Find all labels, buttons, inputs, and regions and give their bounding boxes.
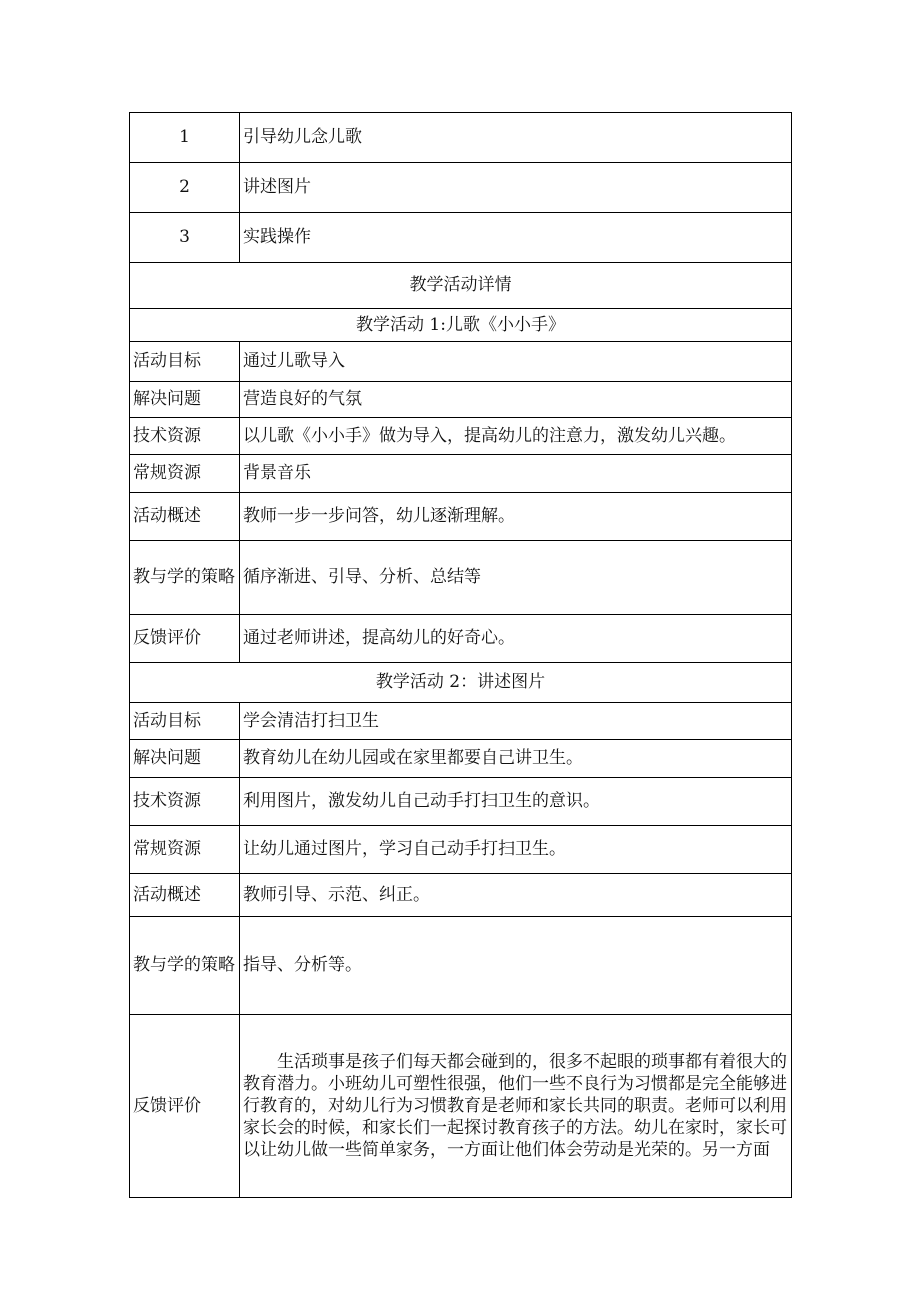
table-row — [130, 917, 792, 1015]
row-label: 解决问题 — [130, 740, 240, 778]
row-value: 通过儿歌导入 — [240, 342, 792, 382]
table-row — [130, 1015, 792, 1198]
row-label: 反馈评价 — [130, 1015, 240, 1198]
row-label: 教与学的策略 — [130, 541, 240, 615]
feedback-paragraph-cell — [240, 1015, 792, 1198]
table-row — [130, 778, 792, 826]
step-row — [130, 113, 792, 163]
activity1-title: 教学活动 1:儿歌《小小手》 — [130, 309, 792, 342]
activity2-title: 教学活动 2：讲述图片 — [130, 663, 792, 703]
step-number: 2 — [130, 163, 240, 213]
row-value: 背景音乐 — [240, 455, 792, 493]
row-label: 常规资源 — [130, 826, 240, 874]
table-row — [130, 615, 792, 663]
row-label: 解决问题 — [130, 382, 240, 418]
row-label: 技术资源 — [130, 418, 240, 455]
step-row — [130, 163, 792, 213]
table-row — [130, 874, 792, 917]
row-value: 教师引导、示范、纠正。 — [240, 874, 792, 917]
row-label: 活动概述 — [130, 493, 240, 541]
row-value: 教育幼儿在幼儿园或在家里都要自己讲卫生。 — [240, 740, 792, 778]
feedback-paragraph: 生活琐事是孩子们每天都会碰到的，很多不起眼的琐事都有着很大的教育潜力。小班幼儿可塑性很强，他们一些不良行为习惯都是完全能够进行教育的，对幼儿行为习惯教育是老师和家长共同的职责。老师可以利用家长会的时候，和家长们一起探讨教育孩子的方法。幼儿在家时，家长可以让幼儿做一些简单家务，一方面让他们体会劳动是光荣的。另一方面 — [243, 1051, 787, 1161]
table-row — [130, 418, 792, 455]
table-row — [130, 455, 792, 493]
details-heading: 教学活动详情 — [130, 263, 792, 309]
row-label: 活动目标 — [130, 342, 240, 382]
table-row — [130, 493, 792, 541]
row-label: 活动目标 — [130, 703, 240, 740]
row-value: 教师一步一步问答，幼儿逐渐理解。 — [240, 493, 792, 541]
table-row — [130, 541, 792, 615]
row-value: 让幼儿通过图片，学习自己动手打扫卫生。 — [240, 826, 792, 874]
step-row — [130, 213, 792, 263]
table-row — [130, 342, 792, 382]
row-value: 指导、分析等。 — [240, 917, 792, 1015]
step-text: 讲述图片 — [240, 163, 792, 213]
row-value: 营造良好的气氛 — [240, 382, 792, 418]
row-value: 通过老师讲述，提高幼儿的好奇心。 — [240, 615, 792, 663]
row-value: 以儿歌《小小手》做为导入，提高幼儿的注意力，激发幼儿兴趣。 — [240, 418, 792, 455]
row-value: 学会清洁打扫卫生 — [240, 703, 792, 740]
step-number: 3 — [130, 213, 240, 263]
table-row — [130, 826, 792, 874]
row-value: 利用图片，激发幼儿自己动手打扫卫生的意识。 — [240, 778, 792, 826]
row-label: 反馈评价 — [130, 615, 240, 663]
table-row — [130, 382, 792, 418]
row-label: 教与学的策略 — [130, 917, 240, 1015]
step-text: 实践操作 — [240, 213, 792, 263]
row-label: 常规资源 — [130, 455, 240, 493]
table-row — [130, 740, 792, 778]
row-value: 循序渐进、引导、分析、总结等 — [240, 541, 792, 615]
table-row — [130, 703, 792, 740]
step-text: 引导幼儿念儿歌 — [240, 113, 792, 163]
row-label: 技术资源 — [130, 778, 240, 826]
row-label: 活动概述 — [130, 874, 240, 917]
lesson-plan-table — [129, 112, 792, 1198]
step-number: 1 — [130, 113, 240, 163]
